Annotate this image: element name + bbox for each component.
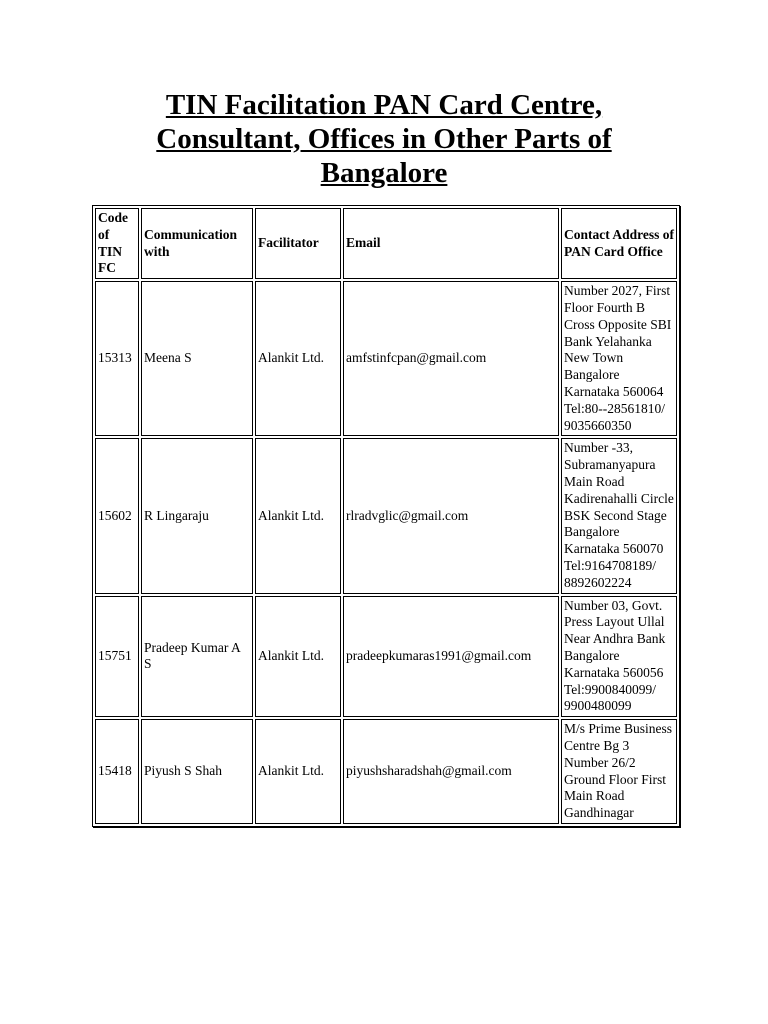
- header-email: Email: [343, 208, 559, 279]
- facilitator-name: Alankit Ltd.: [255, 281, 341, 436]
- facilitator-name: Alankit Ltd.: [255, 719, 341, 824]
- email-address: piyushsharadshah@gmail.com: [343, 719, 559, 824]
- contact-name: R Lingaraju: [141, 438, 253, 593]
- contact-address: Number -33, Subramanyapura Main Road Kadirenahalli Circle BSK Second Stage Bangalore Karnataka 560070 Tel:9164708189/ 8892602224: [561, 438, 677, 593]
- contact-name: Meena S: [141, 281, 253, 436]
- table-row: [95, 719, 677, 824]
- tin-code: 15313: [95, 281, 139, 436]
- page-title: TIN Facilitation PAN Card Centre, Consultant, Offices in Other Parts of Bangalore: [156, 89, 612, 189]
- contact-name: Piyush S Shah: [141, 719, 253, 824]
- email-address: pradeepkumaras1991@gmail.com: [343, 596, 559, 718]
- facilitation-centres-table: [92, 205, 680, 827]
- header-code: Code of TIN FC: [95, 208, 139, 279]
- header-communication: Communication with: [141, 208, 253, 279]
- header-address: Contact Address of PAN Card Office: [561, 208, 677, 279]
- header-facilitator: Facilitator: [255, 208, 341, 279]
- facilitator-name: Alankit Ltd.: [255, 596, 341, 718]
- table-row: [95, 438, 677, 593]
- contact-name: Pradeep Kumar A S: [141, 596, 253, 718]
- table-row: [95, 596, 677, 718]
- contact-address: Number 03, Govt. Press Layout Ullal Near Andhra Bank Bangalore Karnataka 560056 Tel:9900840099/ 9900480099: [561, 596, 677, 718]
- tin-code: 15602: [95, 438, 139, 593]
- contact-address: Number 2027, First Floor Fourth B Cross Opposite SBI Bank Yelahanka New Town Bangalore Karnataka 560064 Tel:80--28561810/ 9035660350: [561, 281, 677, 436]
- table-row: [95, 281, 677, 436]
- table-header-row: [95, 208, 677, 279]
- tin-code: 15751: [95, 596, 139, 718]
- email-address: amfstinfcpan@gmail.com: [343, 281, 559, 436]
- contact-address: M/s Prime Business Centre Bg 3 Number 26/2 Ground Floor First Main Road Gandhinagar: [561, 719, 677, 824]
- email-address: rlradvglic@gmail.com: [343, 438, 559, 593]
- facilitator-name: Alankit Ltd.: [255, 438, 341, 593]
- tin-code: 15418: [95, 719, 139, 824]
